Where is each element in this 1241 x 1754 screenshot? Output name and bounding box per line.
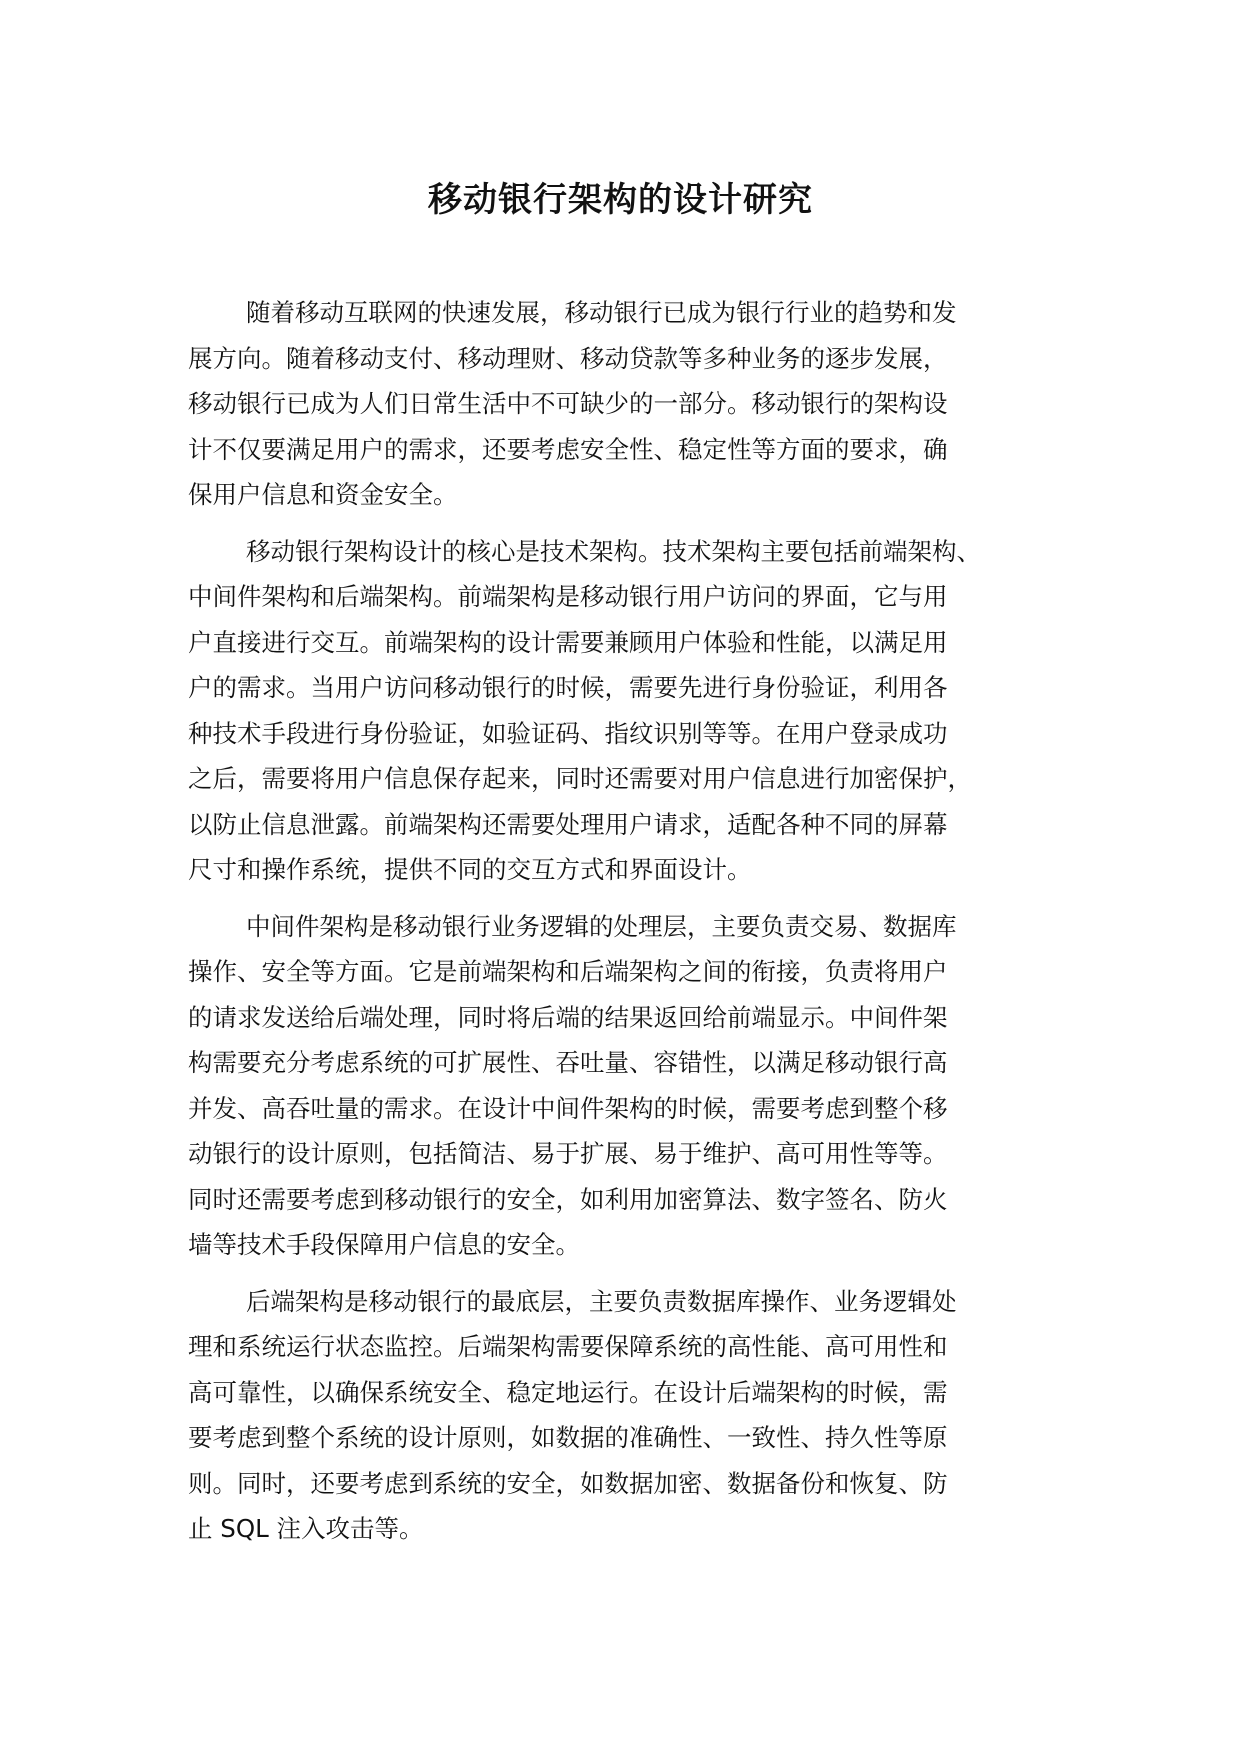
paragraph-line: 止 SQL 注入攻击等。: [188, 1514, 424, 1543]
paragraph-line: 动银行的设计原则，包括简洁、易于扩展、易于维护、高可用性等等。: [188, 1139, 948, 1168]
document-body: [188, 290, 1088, 1563]
paragraph-line: 展方向。随着移动支付、移动理财、移动贷款等多种业务的逐步发展，: [188, 343, 948, 373]
paragraph-line: 同时还需要考虑到移动银行的安全，如利用加密算法、数字签名、防火: [188, 1184, 948, 1214]
paragraph-line: 中间件架构是移动银行业务逻辑的处理层，主要负责交易、数据库: [246, 911, 957, 941]
paragraph-line: 则。同时，还要考虑到系统的安全，如数据加密、数据备份和恢复、防: [188, 1468, 948, 1498]
paragraph-line: 移动银行架构设计的核心是技术架构。技术架构主要包括前端架构、: [246, 536, 981, 566]
paragraph-line: 尺寸和操作系统，提供不同的交互方式和界面设计。: [188, 855, 752, 884]
paragraph-4: [188, 1279, 1088, 1552]
paragraph-line: 理和系统运行状态监控。后端架构需要保障系统的高性能、高可用性和: [188, 1332, 948, 1361]
paragraph-line: 中间件架构和后端架构。前端架构是移动银行用户访问的界面，它与用: [188, 582, 948, 611]
paragraph-line: 户直接进行交互。前端架构的设计需要兼顾用户体验和性能，以满足用: [188, 627, 948, 657]
paragraph-line: 墙等技术手段保障用户信息的安全。: [188, 1230, 580, 1259]
paragraph-line: 并发、高吞吐量的需求。在设计中间件架构的时候，需要考虑到整个移: [188, 1093, 948, 1123]
paragraph-2: [188, 529, 1088, 893]
paragraph-1: [188, 290, 1088, 518]
paragraph-line: 后端架构是移动银行的最底层，主要负责数据库操作、业务逻辑处: [246, 1286, 957, 1316]
paragraph-line: 操作、安全等方面。它是前端架构和后端架构之间的衔接，负责将用户: [188, 957, 948, 986]
document-title: 移动银行架构的设计研究: [428, 180, 813, 220]
paragraph-line: 保用户信息和资金安全。: [188, 480, 458, 509]
paragraph-line: 随着移动互联网的快速发展，移动银行已成为银行行业的趋势和发: [246, 298, 957, 327]
paragraph-line: 种技术手段进行身份验证，如验证码、指纹识别等等。在用户登录成功: [188, 718, 948, 748]
paragraph-3: [188, 904, 1088, 1268]
paragraph-line: 高可靠性，以确保系统安全、稳定地运行。在设计后端架构的时候，需: [188, 1377, 948, 1407]
paragraph-line: 之后，需要将用户信息保存起来，同时还需要对用户信息进行加密保护，: [188, 764, 972, 793]
paragraph-line: 以防止信息泄露。前端架构还需要处理用户请求，适配各种不同的屏幕: [188, 809, 948, 839]
paragraph-line: 的请求发送给后端处理，同时将后端的结果返回给前端显示。中间件架: [188, 1002, 948, 1032]
paragraph-line: 构需要充分考虑系统的可扩展性、吞吐量、容错性，以满足移动银行高: [188, 1048, 948, 1077]
paragraph-line: 户的需求。当用户访问移动银行的时候，需要先进行身份验证，利用各: [188, 673, 948, 702]
paragraph-line: 移动银行已成为人们日常生活中不可缺少的一部分。移动银行的架构设: [188, 389, 948, 418]
paragraph-line: 计不仅要满足用户的需求，还要考虑安全性、稳定性等方面的要求，确: [188, 434, 948, 464]
paragraph-line: 要考虑到整个系统的设计原则，如数据的准确性、一致性、持久性等原: [188, 1423, 948, 1452]
